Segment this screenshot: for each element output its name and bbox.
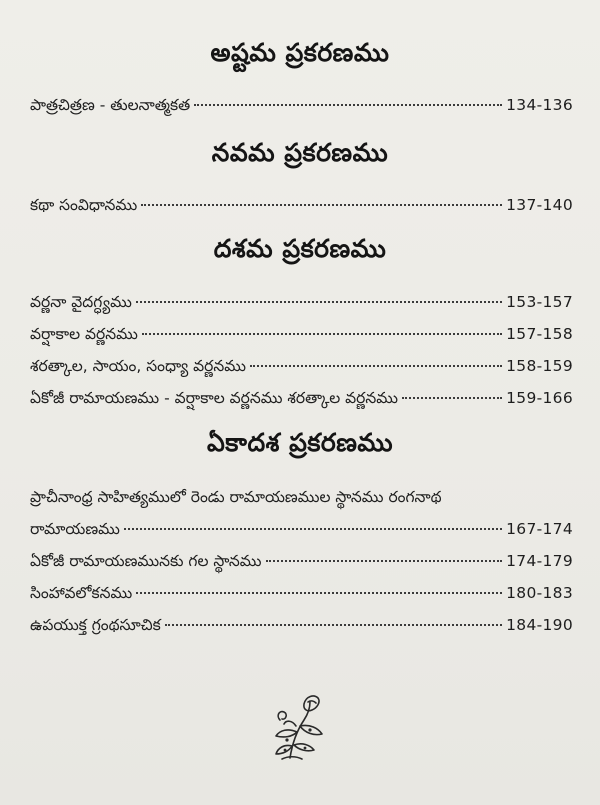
toc-entry-line <box>30 485 573 509</box>
chapter-title-navama: నవమ ప్రకరణము <box>211 138 389 167</box>
toc-entry-pages: 167-174 <box>506 520 573 538</box>
toc-entry <box>30 581 573 605</box>
chapter-title-ashtama: అష్టమ ప్రకరణము <box>210 38 390 67</box>
chapter-title-ekadasha: ఏకాదశ ప్రకరణము <box>207 428 393 457</box>
toc-entry-title: శరత్కాల, సాయం, సంధ్యా వర్ణనము <box>30 357 247 375</box>
dot-leader <box>165 624 502 626</box>
chapter-title-dashama: దశమ ప్రకరణము <box>213 234 387 263</box>
dot-leader <box>136 301 502 303</box>
dot-leader <box>141 204 502 206</box>
dot-leader <box>266 560 503 562</box>
dot-leader <box>250 365 502 367</box>
toc-entry <box>30 290 573 314</box>
toc-entry-title: వర్ణనా వైదగ్ధ్యము <box>30 293 132 311</box>
dot-leader <box>194 104 502 106</box>
toc-entry-pages: 180-183 <box>506 584 573 602</box>
dot-leader <box>124 528 502 530</box>
toc-entry <box>30 93 573 117</box>
toc-entry-pages: 153-157 <box>506 293 573 311</box>
dot-leader <box>136 592 502 594</box>
toc-entry-title: రామాయణము <box>30 520 120 538</box>
toc-entry-title: వర్షాకాల వర్ణనము <box>30 325 138 343</box>
flower-vine-ornament-icon <box>270 690 332 762</box>
toc-entry-title: కథా సంవిధానము <box>30 196 138 214</box>
toc-entry <box>30 354 573 378</box>
toc-entry <box>30 517 573 541</box>
toc-entry-title: పాత్రచిత్రణ - తులనాత్మకత <box>30 96 191 114</box>
toc-entry <box>30 386 573 410</box>
toc-entry-title: ఉపయుక్త గ్రంథసూచిక <box>30 616 161 634</box>
toc-entry <box>30 322 573 346</box>
toc-entry-title: ఏకోజీ రామాయణమునకు గల స్థానము <box>30 552 262 570</box>
dot-leader <box>142 333 502 335</box>
toc-entry-pages: 157-158 <box>506 325 573 343</box>
toc-entry-pages: 158-159 <box>506 357 573 375</box>
toc-entry-title: ప్రాచీనాంధ్ర సాహిత్యములో రెండు రామాయణముల స్థానము రంగనాథ <box>30 488 442 506</box>
toc-entry-pages: 134-136 <box>506 96 573 114</box>
toc-entry <box>30 613 573 637</box>
toc-entry-pages: 184-190 <box>506 616 573 634</box>
toc-entry <box>30 193 573 217</box>
toc-entry-pages: 137-140 <box>506 196 573 214</box>
dot-leader <box>402 397 502 399</box>
toc-entry-title: ఏకోజీ రామాయణము - వర్షాకాల వర్ణనము శరత్కాల వర్ణనము <box>30 389 398 407</box>
toc-entry-title: సింహావలోకనము <box>30 584 133 602</box>
toc-entry-pages: 174-179 <box>506 552 573 570</box>
toc-entry-pages: 159-166 <box>506 389 573 407</box>
toc-entry <box>30 549 573 573</box>
